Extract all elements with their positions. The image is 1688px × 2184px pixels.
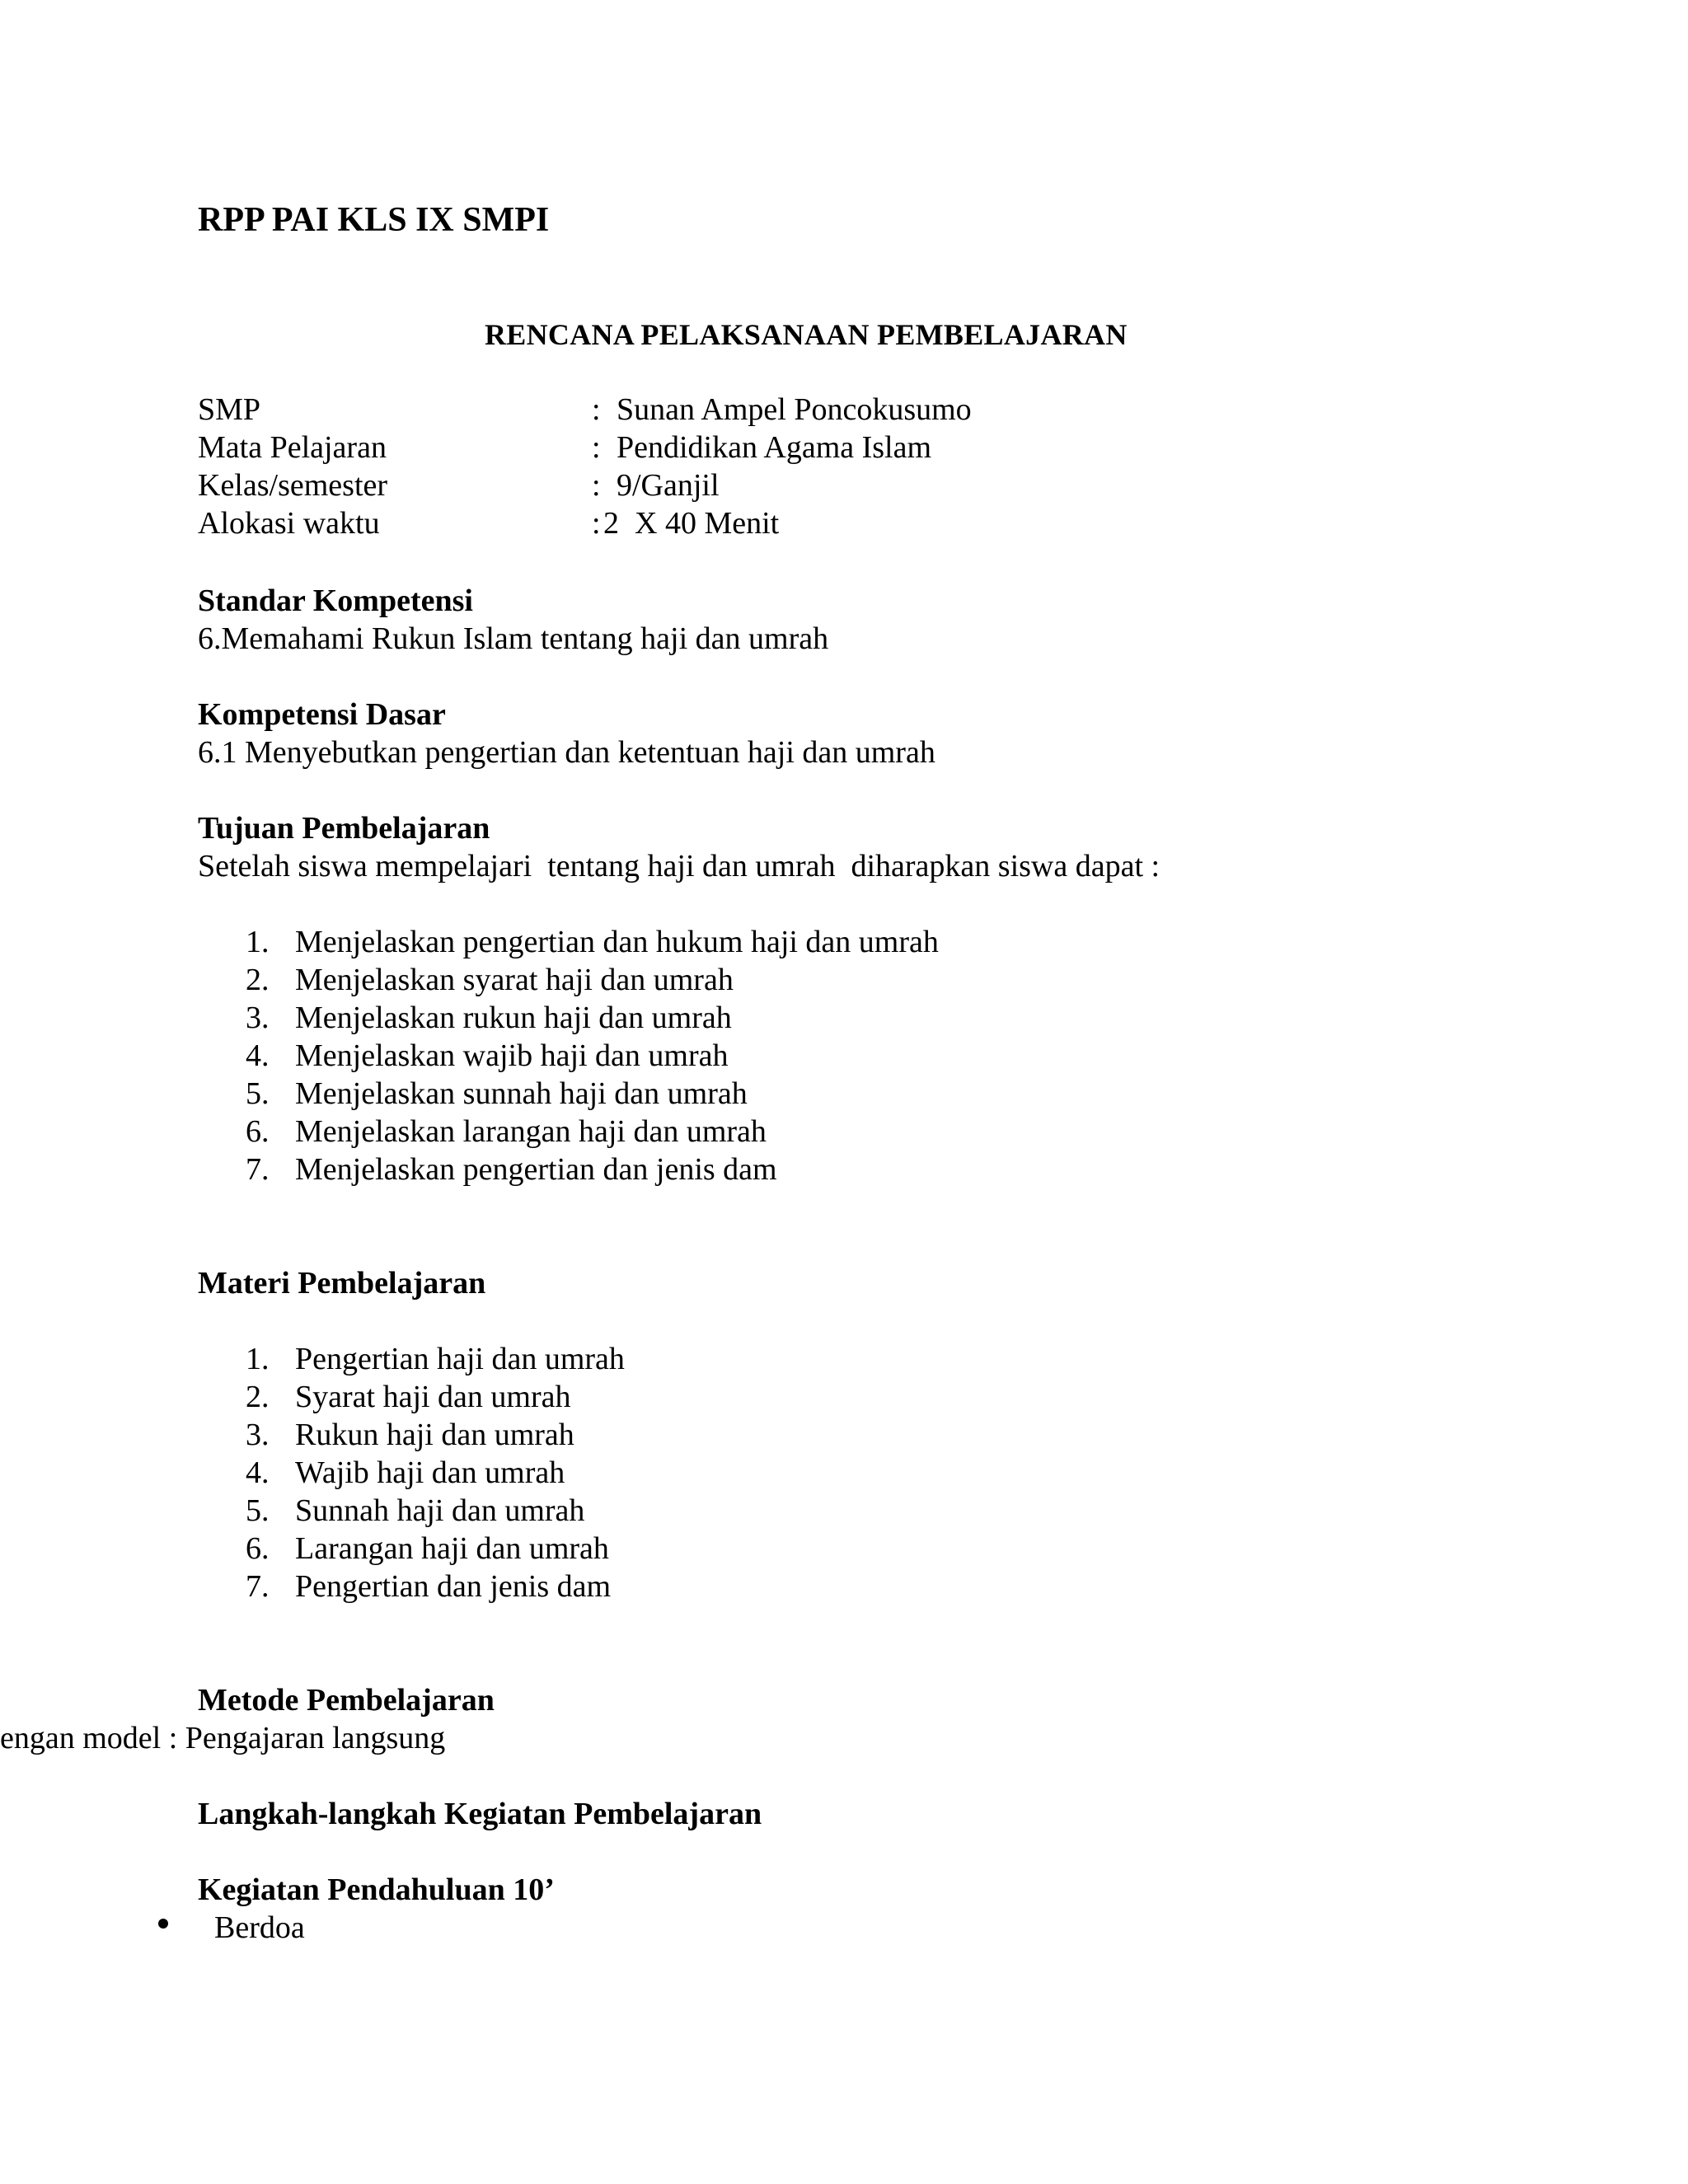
identity-value: 9/Ganjil — [617, 468, 720, 503]
langkah-heading: Langkah-langkah Kegiatan Pembelajaran — [198, 1797, 762, 1831]
list-item-number: 4. — [246, 1038, 270, 1073]
main-title: RENCANA PELAKSANAAN PEMBELAJARAN — [485, 318, 1128, 351]
metode-text: engan model : Pengajaran langsung — [0, 1721, 446, 1755]
list-item: Menjelaskan wajib haji dan umrah — [295, 1038, 729, 1073]
list-item-number: 5. — [246, 1493, 270, 1528]
pendahuluan-heading: Kegiatan Pendahuluan 10’ — [198, 1872, 555, 1907]
list-item-number: 1. — [246, 1342, 270, 1376]
list-item-number: 2. — [246, 1380, 270, 1414]
list-item: Menjelaskan pengertian dan hukum haji dan umrah — [295, 925, 939, 959]
list-item: Syarat haji dan umrah — [295, 1380, 571, 1414]
list-item-number: 2. — [246, 963, 270, 997]
standar-kompetensi-text: 6.Memahami Rukun Islam tentang haji dan umrah — [198, 621, 829, 656]
list-item: Menjelaskan rukun haji dan umrah — [295, 1001, 732, 1035]
document-title: RPP PAI KLS IX SMPI — [198, 201, 550, 239]
list-item: Menjelaskan syarat haji dan umrah — [295, 963, 734, 997]
list-item-number: 7. — [246, 1152, 270, 1187]
list-item: Wajib haji dan umrah — [295, 1455, 565, 1490]
list-item: Berdoa — [214, 1910, 305, 1945]
bullet-icon — [158, 1919, 168, 1929]
list-item-number: 3. — [246, 1001, 270, 1035]
identity-label: SMP — [198, 392, 261, 427]
identity-label: Kelas/semester — [198, 468, 388, 503]
list-item-number: 4. — [246, 1455, 270, 1490]
list-item: Menjelaskan sunnah haji dan umrah — [295, 1076, 748, 1111]
tujuan-heading: Tujuan Pembelajaran — [198, 811, 490, 846]
identity-separator: : — [592, 430, 601, 465]
identity-label: Alokasi waktu — [198, 506, 380, 541]
list-item-number: 6. — [246, 1531, 270, 1566]
list-item-number: 7. — [246, 1569, 270, 1604]
list-item: Menjelaskan larangan haji dan umrah — [295, 1114, 767, 1149]
list-item: Pengertian dan jenis dam — [295, 1569, 612, 1604]
list-item: Larangan haji dan umrah — [295, 1531, 609, 1566]
tujuan-intro: Setelah siswa mempelajari tentang haji dan umrah diharapkan siswa dapat : — [198, 849, 1160, 883]
identity-value: 2 X 40 Menit — [603, 506, 780, 541]
list-item-number: 6. — [246, 1114, 270, 1149]
identity-separator: : — [592, 392, 601, 427]
list-item: Menjelaskan pengertian dan jenis dam — [295, 1152, 777, 1187]
kompetensi-dasar-text: 6.1 Menyebutkan pengertian dan ketentuan haji dan umrah — [198, 735, 935, 770]
metode-heading: Metode Pembelajaran — [198, 1683, 495, 1718]
standar-kompetensi-heading: Standar Kompetensi — [198, 583, 473, 618]
list-item-number: 1. — [246, 925, 270, 959]
identity-value: Pendidikan Agama Islam — [617, 430, 932, 465]
materi-heading: Materi Pembelajaran — [198, 1266, 486, 1301]
identity-separator: : — [592, 468, 601, 503]
list-item-number: 3. — [246, 1418, 270, 1452]
identity-value: Sunan Ampel Poncokusumo — [617, 392, 972, 427]
kompetensi-dasar-heading: Kompetensi Dasar — [198, 697, 446, 732]
list-item: Pengertian haji dan umrah — [295, 1342, 625, 1376]
list-item-number: 5. — [246, 1076, 270, 1111]
identity-label: Mata Pelajaran — [198, 430, 387, 465]
identity-separator: : — [592, 506, 601, 541]
list-item: Rukun haji dan umrah — [295, 1418, 574, 1452]
list-item: Sunnah haji dan umrah — [295, 1493, 585, 1528]
